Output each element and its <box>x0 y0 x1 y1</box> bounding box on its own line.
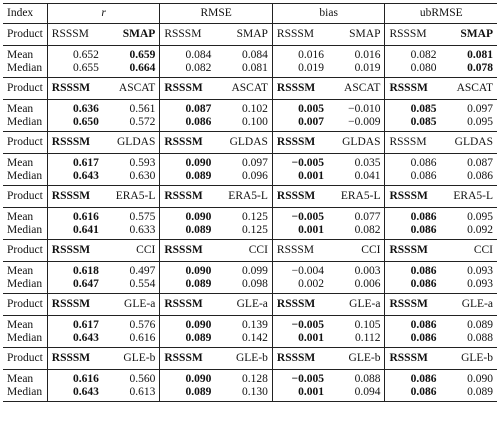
product-name-cell: RSSSM <box>385 186 441 208</box>
product-name-cell: GLE-a <box>328 294 385 316</box>
value-cell: −0.004 <box>272 262 328 278</box>
value-cell: 0.087 <box>160 100 216 116</box>
value-cell: 0.097 <box>215 154 272 170</box>
value-cell: 0.086 <box>385 208 441 224</box>
product-name-cell: GLDAS <box>215 132 272 154</box>
product-name-cell: RSSSM <box>160 348 216 370</box>
value-cell: 0.636 <box>47 100 103 116</box>
value-cell: −0.005 <box>272 208 328 224</box>
product-row <box>3 132 497 154</box>
product-label: Product <box>3 78 47 100</box>
median-row <box>3 224 497 240</box>
value-cell: 0.087 <box>441 154 497 170</box>
product-name-cell: RSSSM <box>272 132 328 154</box>
value-cell: 0.001 <box>272 386 328 402</box>
product-name-cell: ASCAT <box>441 78 497 100</box>
value-cell: 0.082 <box>160 62 216 78</box>
value-cell: 0.086 <box>385 154 441 170</box>
product-name-cell: RSSSM <box>385 348 441 370</box>
product-name-cell: RSSSM <box>47 186 103 208</box>
value-cell: 0.084 <box>215 46 272 62</box>
value-cell: 0.095 <box>441 208 497 224</box>
value-cell: 0.125 <box>215 208 272 224</box>
value-cell: 0.641 <box>47 224 103 240</box>
value-cell: 0.080 <box>385 62 441 78</box>
mean-row <box>3 316 497 332</box>
product-name-cell: ASCAT <box>328 78 385 100</box>
value-cell: 0.643 <box>47 170 103 186</box>
value-cell: 0.019 <box>328 62 385 78</box>
value-cell: 0.041 <box>328 170 385 186</box>
value-cell: 0.659 <box>103 46 160 62</box>
value-cell: 0.089 <box>441 316 497 332</box>
value-cell: 0.089 <box>160 170 216 186</box>
mean-label: Mean <box>3 46 47 62</box>
value-cell: 0.497 <box>103 262 160 278</box>
value-cell: 0.617 <box>47 154 103 170</box>
median-label: Median <box>3 170 47 186</box>
product-name-cell: RSSSM <box>272 186 328 208</box>
value-cell: 0.086 <box>441 170 497 186</box>
product-name-cell: RSSSM <box>272 78 328 100</box>
median-label: Median <box>3 332 47 348</box>
value-cell: 0.086 <box>385 370 441 386</box>
value-cell: 0.593 <box>103 154 160 170</box>
value-cell: 0.089 <box>160 332 216 348</box>
product-row <box>3 294 497 316</box>
value-cell: 0.554 <box>103 278 160 294</box>
value-cell: 0.616 <box>47 370 103 386</box>
product-name-cell: ASCAT <box>215 78 272 100</box>
mean-label: Mean <box>3 262 47 278</box>
value-cell: 0.085 <box>385 100 441 116</box>
value-cell: 0.086 <box>385 278 441 294</box>
value-cell: 0.100 <box>215 116 272 132</box>
mean-row <box>3 370 497 386</box>
value-cell: 0.090 <box>160 154 216 170</box>
product-name-cell: GLDAS <box>103 132 160 154</box>
value-cell: 0.089 <box>160 278 216 294</box>
index-header: Index <box>3 4 47 24</box>
median-label: Median <box>3 116 47 132</box>
product-row <box>3 78 497 100</box>
value-cell: 0.139 <box>215 316 272 332</box>
product-name-cell: GLDAS <box>328 132 385 154</box>
value-cell: 0.003 <box>328 262 385 278</box>
value-cell: 0.618 <box>47 262 103 278</box>
value-cell: −0.005 <box>272 370 328 386</box>
comparison-table-body <box>3 4 497 402</box>
value-cell: 0.616 <box>103 332 160 348</box>
value-cell: 0.077 <box>328 208 385 224</box>
product-name-cell: ERA5-L <box>103 186 160 208</box>
mean-row <box>3 262 497 278</box>
value-cell: 0.652 <box>47 46 103 62</box>
product-name-cell: CCI <box>215 240 272 262</box>
value-cell: 0.560 <box>103 370 160 386</box>
value-cell: 0.086 <box>385 224 441 240</box>
product-row <box>3 186 497 208</box>
value-cell: 0.086 <box>385 386 441 402</box>
product-name-cell: RSSSM <box>272 24 328 46</box>
value-cell: 0.090 <box>160 208 216 224</box>
product-name-cell: SMAP <box>103 24 160 46</box>
product-label: Product <box>3 348 47 370</box>
value-cell: 0.084 <box>160 46 216 62</box>
product-name-cell: GLE-a <box>441 294 497 316</box>
product-row <box>3 348 497 370</box>
product-label: Product <box>3 24 47 46</box>
value-cell: 0.655 <box>47 62 103 78</box>
value-cell: 0.019 <box>272 62 328 78</box>
value-cell: 0.016 <box>272 46 328 62</box>
value-cell: 0.099 <box>215 262 272 278</box>
product-name-cell: RSSSM <box>47 24 103 46</box>
median-label: Median <box>3 62 47 78</box>
product-label: Product <box>3 132 47 154</box>
product-name-cell: CCI <box>328 240 385 262</box>
comparison-table <box>3 3 497 402</box>
product-name-cell: SMAP <box>328 24 385 46</box>
value-cell: 0.002 <box>272 278 328 294</box>
value-cell: 0.001 <box>272 332 328 348</box>
median-row <box>3 386 497 402</box>
product-name-cell: ERA5-L <box>441 186 497 208</box>
product-row <box>3 24 497 46</box>
value-cell: 0.613 <box>103 386 160 402</box>
product-name-cell: GLE-b <box>441 348 497 370</box>
product-name-cell: RSSSM <box>272 294 328 316</box>
median-row <box>3 62 497 78</box>
mean-row <box>3 208 497 224</box>
median-row <box>3 170 497 186</box>
value-cell: 0.006 <box>328 278 385 294</box>
value-cell: 0.007 <box>272 116 328 132</box>
value-cell: 0.086 <box>385 316 441 332</box>
median-row <box>3 278 497 294</box>
value-cell: 0.005 <box>272 100 328 116</box>
product-name-cell: RSSSM <box>385 78 441 100</box>
value-cell: 0.650 <box>47 116 103 132</box>
median-label: Median <box>3 278 47 294</box>
product-name-cell: GLE-b <box>103 348 160 370</box>
value-cell: 0.643 <box>47 332 103 348</box>
product-row <box>3 240 497 262</box>
median-row <box>3 116 497 132</box>
value-cell: 0.096 <box>215 170 272 186</box>
product-name-cell: RSSSM <box>160 132 216 154</box>
value-cell: 0.081 <box>215 62 272 78</box>
value-cell: 0.082 <box>328 224 385 240</box>
value-cell: 0.095 <box>441 116 497 132</box>
value-cell: 0.092 <box>441 224 497 240</box>
value-cell: −0.010 <box>328 100 385 116</box>
header-row <box>3 4 497 24</box>
value-cell: 0.125 <box>215 224 272 240</box>
value-cell: 0.093 <box>441 262 497 278</box>
value-cell: 0.089 <box>441 386 497 402</box>
product-name-cell: CCI <box>103 240 160 262</box>
mean-row <box>3 100 497 116</box>
value-cell: 0.142 <box>215 332 272 348</box>
product-name-cell: SMAP <box>441 24 497 46</box>
value-cell: 0.086 <box>385 332 441 348</box>
value-cell: 0.016 <box>328 46 385 62</box>
value-cell: 0.088 <box>441 332 497 348</box>
value-cell: 0.097 <box>441 100 497 116</box>
value-cell: 0.572 <box>103 116 160 132</box>
product-label: Product <box>3 294 47 316</box>
mean-row <box>3 154 497 170</box>
value-cell: 0.561 <box>103 100 160 116</box>
value-cell: 0.086 <box>385 262 441 278</box>
value-cell: 0.630 <box>103 170 160 186</box>
mean-row <box>3 46 497 62</box>
product-name-cell: ERA5-L <box>215 186 272 208</box>
product-label: Product <box>3 240 47 262</box>
value-cell: 0.575 <box>103 208 160 224</box>
product-name-cell: RSSSM <box>47 132 103 154</box>
value-cell: 0.090 <box>160 316 216 332</box>
value-cell: 0.090 <box>160 370 216 386</box>
value-cell: 0.090 <box>441 370 497 386</box>
value-cell: 0.078 <box>441 62 497 78</box>
value-cell: 0.081 <box>441 46 497 62</box>
value-cell: 0.094 <box>328 386 385 402</box>
value-cell: 0.035 <box>328 154 385 170</box>
value-cell: 0.130 <box>215 386 272 402</box>
value-cell: 0.098 <box>215 278 272 294</box>
product-name-cell: RSSSM <box>47 78 103 100</box>
value-cell: −0.009 <box>328 116 385 132</box>
median-label: Median <box>3 224 47 240</box>
product-name-cell: GLE-b <box>328 348 385 370</box>
value-cell: 0.088 <box>328 370 385 386</box>
value-cell: 0.086 <box>385 170 441 186</box>
product-name-cell: RSSSM <box>385 24 441 46</box>
product-name-cell: GLDAS <box>441 132 497 154</box>
product-label: Product <box>3 186 47 208</box>
product-name-cell: RSSSM <box>160 186 216 208</box>
value-cell: 0.576 <box>103 316 160 332</box>
mean-label: Mean <box>3 208 47 224</box>
product-name-cell: RSSSM <box>47 240 103 262</box>
mean-label: Mean <box>3 370 47 386</box>
product-name-cell: GLE-b <box>215 348 272 370</box>
value-cell: −0.005 <box>272 316 328 332</box>
product-name-cell: RSSSM <box>47 294 103 316</box>
product-name-cell: ERA5-L <box>328 186 385 208</box>
value-cell: 0.089 <box>160 386 216 402</box>
product-name-cell: RSSSM <box>160 240 216 262</box>
product-name-cell: RSSSM <box>385 132 441 154</box>
value-cell: 0.105 <box>328 316 385 332</box>
product-name-cell: GLE-a <box>103 294 160 316</box>
product-name-cell: RSSSM <box>160 24 216 46</box>
value-cell: 0.617 <box>47 316 103 332</box>
median-row <box>3 332 497 348</box>
value-cell: 0.112 <box>328 332 385 348</box>
value-cell: 0.082 <box>385 46 441 62</box>
product-name-cell: RSSSM <box>160 78 216 100</box>
product-name-cell: ASCAT <box>103 78 160 100</box>
product-name-cell: GLE-a <box>215 294 272 316</box>
product-name-cell: RSSSM <box>385 240 441 262</box>
value-cell: 0.102 <box>215 100 272 116</box>
value-cell: 0.616 <box>47 208 103 224</box>
mean-label: Mean <box>3 154 47 170</box>
metric-header-rmse: RMSE <box>160 4 273 24</box>
value-cell: 0.633 <box>103 224 160 240</box>
product-name-cell: RSSSM <box>272 348 328 370</box>
metric-header-bias: bias <box>272 4 385 24</box>
value-cell: 0.093 <box>441 278 497 294</box>
product-name-cell: RSSSM <box>47 348 103 370</box>
product-name-cell: RSSSM <box>272 240 328 262</box>
value-cell: 0.643 <box>47 386 103 402</box>
value-cell: −0.005 <box>272 154 328 170</box>
median-label: Median <box>3 386 47 402</box>
metric-header-ubrmse: ubRMSE <box>385 4 497 24</box>
value-cell: 0.085 <box>385 116 441 132</box>
value-cell: 0.001 <box>272 224 328 240</box>
product-name-cell: RSSSM <box>160 294 216 316</box>
value-cell: 0.086 <box>160 116 216 132</box>
value-cell: 0.647 <box>47 278 103 294</box>
value-cell: 0.128 <box>215 370 272 386</box>
value-cell: 0.001 <box>272 170 328 186</box>
mean-label: Mean <box>3 316 47 332</box>
value-cell: 0.664 <box>103 62 160 78</box>
metric-header-r: r <box>47 4 160 24</box>
value-cell: 0.090 <box>160 262 216 278</box>
product-name-cell: SMAP <box>215 24 272 46</box>
product-name-cell: CCI <box>441 240 497 262</box>
product-name-cell: RSSSM <box>385 294 441 316</box>
mean-label: Mean <box>3 100 47 116</box>
value-cell: 0.089 <box>160 224 216 240</box>
